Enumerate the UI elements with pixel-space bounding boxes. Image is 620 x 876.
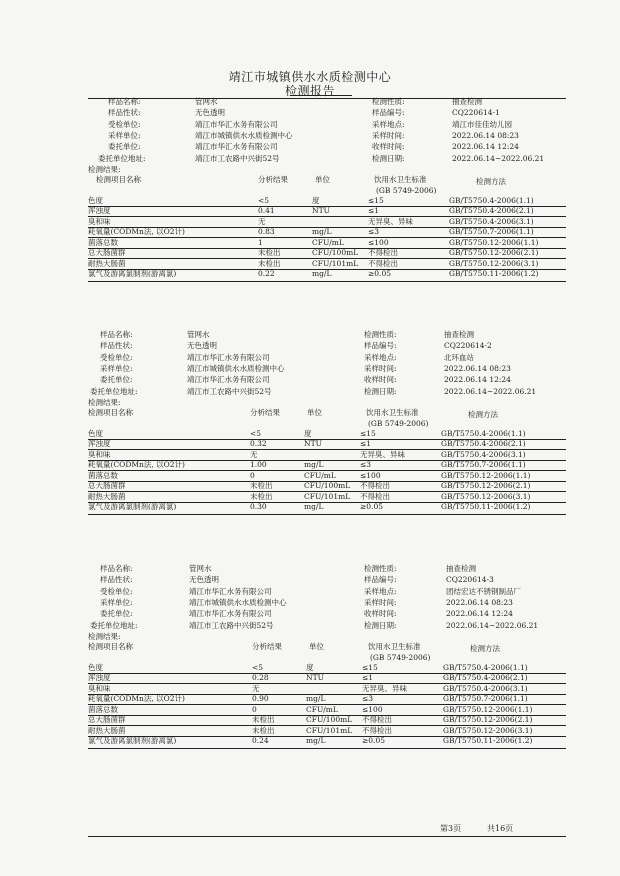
sample-name-label: 样品名称: bbox=[100, 564, 133, 573]
item-result: 未检出 bbox=[258, 258, 281, 268]
col-analysis-header: 分析结果 bbox=[258, 174, 288, 184]
sampling-place-value: 北环血站 bbox=[444, 352, 474, 362]
sampling-unit-value: 靖江市城镇供水水质检测中心 bbox=[187, 363, 285, 373]
item-method: GB/T5750.4-2006(1.1) bbox=[449, 195, 534, 205]
item-standard: ≤1 bbox=[360, 439, 372, 449]
item-unit: mg/L bbox=[304, 502, 324, 512]
item-result: 无 bbox=[250, 449, 258, 459]
item-name: 总大肠菌群 bbox=[88, 248, 126, 258]
table-row-rule bbox=[88, 673, 566, 674]
item-unit: CFU/100mL bbox=[312, 248, 359, 258]
col-analysis-header: 分析结果 bbox=[252, 641, 282, 651]
sampling-place-value: 靖江市佳佳幼儿园 bbox=[452, 119, 512, 129]
item-name: 菌落总数 bbox=[88, 237, 118, 247]
item-result: 0.30 bbox=[250, 502, 267, 512]
col-standard-header: 饮用水卫生标准 bbox=[374, 174, 427, 184]
sample-name-label: 样品名称: bbox=[100, 330, 133, 339]
table-row-rule bbox=[88, 481, 566, 482]
test-date-label: 检测日期: bbox=[364, 386, 397, 396]
item-name: 耗氧量(CODMn法, 以O2计) bbox=[88, 227, 185, 237]
item-result: 未检出 bbox=[252, 725, 275, 735]
section-end-rule bbox=[88, 514, 566, 515]
item-method: GB/T5750.12-2006(1.1) bbox=[449, 237, 539, 247]
sampling-time-value: 2022.06.14 08:23 bbox=[446, 597, 513, 607]
item-name: 浑浊度 bbox=[88, 206, 111, 216]
table-row-rule bbox=[88, 460, 566, 461]
sampling-time-label: 采样时间: bbox=[372, 130, 405, 140]
sample-name-value: 管网水 bbox=[195, 97, 218, 106]
item-result: 0.28 bbox=[252, 673, 269, 683]
test-date-label: 检测日期: bbox=[372, 153, 405, 163]
sampling-time-value: 2022.06.14 08:23 bbox=[452, 130, 519, 140]
item-name: 氯气及游离氯制剂(游离氯) bbox=[88, 736, 177, 746]
item-name: 总大肠菌群 bbox=[88, 715, 126, 725]
sample-nature-value: 无色透明 bbox=[195, 108, 225, 118]
item-standard: 不得检出 bbox=[360, 491, 390, 501]
item-name: 色度 bbox=[88, 428, 103, 438]
item-standard: 不得检出 bbox=[360, 481, 390, 491]
item-result: 0 bbox=[250, 470, 255, 480]
table-row-rule bbox=[88, 470, 566, 471]
test-date-label: 检测日期: bbox=[364, 620, 397, 630]
col-method-header: 检测方法 bbox=[470, 643, 500, 653]
item-result: 未检出 bbox=[258, 248, 281, 258]
item-unit: NTU bbox=[312, 206, 330, 216]
table-row-rule bbox=[88, 206, 566, 207]
client-address-value: 靖江市工农路中兴街52号 bbox=[187, 386, 272, 396]
client-address-label: 委托单位地址: bbox=[90, 386, 138, 396]
item-standard: 不得检出 bbox=[368, 258, 398, 268]
item-name: 菌落总数 bbox=[88, 704, 118, 714]
client-unit-value: 靖江市华汇水务有限公司 bbox=[189, 609, 272, 619]
item-name: 耐热大肠菌 bbox=[88, 258, 126, 268]
client-unit-label: 委托单位: bbox=[100, 609, 133, 619]
col-standard-code: (GB 5749-2006) bbox=[370, 652, 431, 662]
item-result: 1 bbox=[258, 237, 263, 247]
item-method: GB/T5750.12-2006(3.1) bbox=[441, 491, 531, 501]
item-name: 氯气及游离氯制剂(游离氯) bbox=[88, 269, 177, 279]
sampling-time-value: 2022.06.14 08:23 bbox=[444, 363, 511, 373]
test-nature-value: 抽查检测 bbox=[452, 97, 482, 106]
sampling-place-label: 采样地点: bbox=[364, 352, 397, 362]
item-name: 耗氧量(CODMn法, 以O2计) bbox=[88, 460, 185, 470]
sample-no-value: CQ220614-1 bbox=[452, 108, 500, 118]
test-date-value: 2022.06.14~2022.06.21 bbox=[444, 386, 537, 396]
table-row-rule bbox=[88, 216, 566, 217]
item-standard: 不得检出 bbox=[362, 725, 392, 735]
item-name: 臭和味 bbox=[88, 449, 111, 459]
item-standard: ≤100 bbox=[360, 470, 381, 480]
item-name: 氯气及游离氯制剂(游离氯) bbox=[88, 502, 177, 512]
results-label: 检测结果: bbox=[88, 397, 121, 407]
test-nature-value: 抽查检测 bbox=[446, 564, 476, 573]
table-row-rule bbox=[88, 736, 566, 737]
item-result: 0.22 bbox=[258, 269, 275, 279]
item-name: 色度 bbox=[88, 662, 103, 672]
sample-no-label: 样品编号: bbox=[364, 341, 397, 351]
inspected-unit-value: 靖江市华汇水务有限公司 bbox=[187, 352, 270, 362]
item-standard: ≤3 bbox=[362, 694, 374, 704]
table-row-rule bbox=[88, 725, 566, 726]
item-unit: mg/L bbox=[304, 460, 324, 470]
item-standard: ≤15 bbox=[360, 428, 376, 438]
table-row-rule bbox=[88, 715, 566, 716]
item-result: 0 bbox=[252, 704, 257, 714]
item-unit: 度 bbox=[306, 662, 314, 672]
item-result: 0.83 bbox=[258, 227, 275, 237]
client-unit-value: 靖江市华汇水务有限公司 bbox=[195, 142, 278, 152]
client-unit-label: 委托单位: bbox=[100, 375, 133, 385]
table-row-rule bbox=[88, 683, 566, 684]
sample-nature-value: 无色透明 bbox=[187, 341, 217, 351]
item-method: GB/T5750.4-2006(3.1) bbox=[449, 216, 534, 226]
table-row-rule bbox=[88, 491, 566, 492]
table-row-rule bbox=[88, 704, 566, 705]
item-standard: ≤15 bbox=[368, 195, 384, 205]
inspected-unit-label: 受检单位: bbox=[108, 119, 141, 129]
results-label: 检测结果: bbox=[88, 164, 121, 174]
client-address-label: 委托单位地址: bbox=[90, 620, 138, 630]
receive-time-value: 2022.06.14 12:24 bbox=[452, 142, 519, 152]
item-standard: ≤1 bbox=[362, 673, 374, 683]
item-standard: ≥0.05 bbox=[368, 269, 391, 279]
item-standard: ≤3 bbox=[360, 460, 372, 470]
inspected-unit-value: 靖江市华汇水务有限公司 bbox=[189, 586, 272, 596]
sampling-time-label: 采样时间: bbox=[364, 363, 397, 373]
inspected-unit-label: 受检单位: bbox=[100, 586, 133, 596]
test-date-value: 2022.06.14~2022.06.21 bbox=[446, 620, 539, 630]
table-row-rule bbox=[88, 449, 566, 450]
col-standard-header: 饮用水卫生标准 bbox=[368, 641, 421, 651]
item-unit: CFU/101mL bbox=[304, 491, 351, 501]
col-unit-header: 单位 bbox=[315, 174, 330, 184]
inspected-unit-value: 靖江市华汇水务有限公司 bbox=[195, 119, 278, 129]
item-standard: 无异臭、异味 bbox=[360, 449, 405, 459]
col-unit-header: 单位 bbox=[309, 641, 324, 651]
item-unit: CFU/101mL bbox=[312, 258, 359, 268]
item-unit: CFU/mL bbox=[306, 704, 338, 714]
item-name: 菌落总数 bbox=[88, 470, 118, 480]
sample-nature-label: 样品性状: bbox=[108, 108, 141, 118]
client-unit-value: 靖江市华汇水务有限公司 bbox=[187, 375, 270, 385]
item-result: 未检出 bbox=[250, 481, 273, 491]
item-method: GB/T5750.12-2006(2.1) bbox=[443, 715, 533, 725]
item-standard: ≤100 bbox=[362, 704, 383, 714]
item-unit: CFU/101mL bbox=[306, 725, 353, 735]
sampling-unit-value: 靖江市城镇供水水质检测中心 bbox=[195, 130, 293, 140]
item-name: 色度 bbox=[88, 195, 103, 205]
report-title: 靖江市城镇供水水质检测中心 bbox=[228, 70, 392, 84]
item-method: GB/T5750.4-2006(2.1) bbox=[441, 439, 526, 449]
item-unit: NTU bbox=[306, 673, 324, 683]
item-name: 臭和味 bbox=[88, 216, 111, 226]
item-method: GB/T5750.11-2006(1.2) bbox=[443, 736, 533, 746]
item-standard: 不得检出 bbox=[368, 248, 398, 258]
item-result: 无 bbox=[258, 216, 266, 226]
item-result: <5 bbox=[252, 662, 264, 672]
item-name: 浑浊度 bbox=[88, 439, 111, 449]
item-result: 未检出 bbox=[252, 715, 275, 725]
table-row-rule bbox=[88, 227, 566, 228]
sample-no-label: 样品编号: bbox=[364, 575, 397, 585]
item-method: GB/T5750.4-2006(2.1) bbox=[449, 206, 534, 216]
item-name: 耐热大肠菌 bbox=[88, 491, 126, 501]
item-name: 臭和味 bbox=[88, 683, 111, 693]
item-result: <5 bbox=[258, 195, 270, 205]
item-result: 无 bbox=[252, 683, 260, 693]
item-unit: 度 bbox=[312, 195, 320, 205]
item-unit: mg/L bbox=[306, 736, 326, 746]
table-row-rule bbox=[88, 248, 566, 249]
table-row-rule bbox=[88, 258, 566, 259]
receive-time-value: 2022.06.14 12:24 bbox=[444, 375, 511, 385]
col-standard-code: (GB 5749-2006) bbox=[376, 185, 437, 195]
page-current: 第3页 bbox=[440, 824, 462, 833]
item-method: GB/T5750.7-2006(1.1) bbox=[441, 460, 526, 470]
item-unit: CFU/100mL bbox=[306, 715, 353, 725]
item-unit: CFU/mL bbox=[312, 237, 344, 247]
item-method: GB/T5750.11-2006(1.2) bbox=[441, 502, 531, 512]
sample-nature-value: 无色透明 bbox=[189, 575, 219, 585]
item-method: GB/T5750.7-2006(1.1) bbox=[449, 227, 534, 237]
item-method: GB/T5750.4-2006(3.1) bbox=[441, 449, 526, 459]
item-unit: NTU bbox=[304, 439, 322, 449]
item-method: GB/T5750.12-2006(1.1) bbox=[441, 470, 531, 480]
receive-time-value: 2022.06.14 12:24 bbox=[446, 609, 513, 619]
table-row-rule bbox=[88, 269, 566, 270]
item-method: GB/T5750.12-2006(3.1) bbox=[449, 258, 539, 268]
item-unit: CFU/100mL bbox=[304, 481, 351, 491]
col-item-header: 检测项目名称 bbox=[88, 641, 133, 651]
receive-time-label: 收样时间: bbox=[372, 142, 405, 152]
item-standard: ≥0.05 bbox=[360, 502, 383, 512]
item-result: 0.32 bbox=[250, 439, 267, 449]
item-method: GB/T5750.12-2006(3.1) bbox=[443, 725, 533, 735]
client-unit-label: 委托单位: bbox=[108, 142, 141, 152]
col-method-header: 检测方法 bbox=[468, 409, 498, 419]
item-method: GB/T5750.4-2006(1.1) bbox=[441, 428, 526, 438]
col-item-header: 检测项目名称 bbox=[96, 174, 141, 184]
report-subtitle: 检测报告 bbox=[284, 84, 335, 98]
item-method: GB/T5750.12-2006(2.1) bbox=[449, 248, 539, 258]
sampling-unit-label: 采样单位: bbox=[100, 597, 133, 607]
sampling-unit-value: 靖江市城镇供水水质检测中心 bbox=[189, 597, 287, 607]
item-unit: mg/L bbox=[312, 269, 332, 279]
sample-name-value: 管网水 bbox=[187, 330, 210, 339]
item-method: GB/T5750.4-2006(1.1) bbox=[443, 662, 528, 672]
item-standard: ≥0.05 bbox=[362, 736, 385, 746]
item-standard: ≤3 bbox=[368, 227, 380, 237]
item-name: 浑浊度 bbox=[88, 673, 111, 683]
client-address-label: 委托单位地址: bbox=[98, 153, 146, 163]
header-rule bbox=[88, 98, 566, 99]
sample-no-value: CQ220614-3 bbox=[446, 575, 494, 585]
table-row-rule bbox=[88, 502, 566, 503]
item-result: 0.24 bbox=[252, 736, 269, 746]
title-underline bbox=[290, 95, 352, 96]
item-method: GB/T5750.4-2006(2.1) bbox=[443, 673, 528, 683]
item-unit: CFU/mL bbox=[304, 470, 336, 480]
test-nature-label: 检测性质: bbox=[364, 564, 397, 573]
table-row-rule bbox=[88, 237, 566, 238]
col-standard-code: (GB 5749-2006) bbox=[368, 418, 429, 428]
test-date-value: 2022.06.14~2022.06.21 bbox=[452, 153, 545, 163]
col-unit-header: 单位 bbox=[307, 407, 322, 417]
item-result: 0.90 bbox=[252, 694, 269, 704]
item-standard: 无异臭、异味 bbox=[368, 216, 413, 226]
results-label: 检测结果: bbox=[88, 631, 121, 641]
sampling-time-label: 采样时间: bbox=[364, 597, 397, 607]
test-nature-label: 检测性质: bbox=[364, 330, 397, 339]
receive-time-label: 收样时间: bbox=[364, 609, 397, 619]
item-method: GB/T5750.12-2006(1.1) bbox=[443, 704, 533, 714]
table-row-rule bbox=[88, 694, 566, 695]
page-total: 共16页 bbox=[487, 824, 514, 833]
col-method-header: 检测方法 bbox=[476, 176, 506, 186]
col-analysis-header: 分析结果 bbox=[250, 407, 280, 417]
sample-no-label: 样品编号: bbox=[372, 108, 405, 118]
item-unit: mg/L bbox=[306, 694, 326, 704]
sampling-place-label: 采样地点: bbox=[372, 119, 405, 129]
sample-nature-label: 样品性状: bbox=[100, 575, 133, 585]
client-address-value: 靖江市工农路中兴街52号 bbox=[189, 620, 274, 630]
item-name: 耗氧量(CODMn法, 以O2计) bbox=[88, 694, 185, 704]
section-end-rule bbox=[88, 748, 566, 749]
item-standard: ≤100 bbox=[368, 237, 389, 247]
client-address-value: 靖江市工农路中兴街52号 bbox=[195, 153, 280, 163]
col-standard-header: 饮用水卫生标准 bbox=[366, 407, 419, 417]
section-end-rule bbox=[88, 281, 566, 282]
receive-time-label: 收样时间: bbox=[364, 375, 397, 385]
item-unit: 度 bbox=[304, 428, 312, 438]
sample-name-value: 管网水 bbox=[189, 564, 212, 573]
sample-no-value: CQ220614-2 bbox=[444, 341, 492, 351]
sampling-place-label: 采样地点: bbox=[364, 586, 397, 596]
sampling-unit-label: 采样单位: bbox=[108, 130, 141, 140]
item-standard: 不得检出 bbox=[362, 715, 392, 725]
item-standard: 无异臭、异味 bbox=[362, 683, 407, 693]
item-method: GB/T5750.4-2006(3.1) bbox=[443, 683, 528, 693]
item-method: GB/T5750.11-2006(1.2) bbox=[449, 269, 539, 279]
item-method: GB/T5750.7-2006(1.1) bbox=[443, 694, 528, 704]
item-result: 未检出 bbox=[250, 491, 273, 501]
footer-rule bbox=[88, 836, 566, 837]
item-method: GB/T5750.12-2006(2.1) bbox=[441, 481, 531, 491]
item-unit: mg/L bbox=[312, 227, 332, 237]
item-result: 1.00 bbox=[250, 460, 267, 470]
test-nature-value: 抽查检测 bbox=[444, 330, 474, 339]
col-item-header: 检测项目名称 bbox=[88, 407, 133, 417]
sampling-unit-label: 采样单位: bbox=[100, 363, 133, 373]
item-standard: ≤15 bbox=[362, 662, 378, 672]
inspected-unit-label: 受检单位: bbox=[100, 352, 133, 362]
sample-nature-label: 样品性状: bbox=[100, 341, 133, 351]
item-result: <5 bbox=[250, 428, 262, 438]
test-nature-label: 检测性质: bbox=[372, 97, 405, 106]
item-name: 耐热大肠菌 bbox=[88, 725, 126, 735]
sample-name-label: 样品名称: bbox=[108, 97, 141, 106]
item-result: 0.41 bbox=[258, 206, 275, 216]
table-row-rule bbox=[88, 439, 566, 440]
item-standard: ≤1 bbox=[368, 206, 380, 216]
sampling-place-value: 团结宏达不锈钢制品厂 bbox=[446, 586, 521, 596]
item-name: 总大肠菌群 bbox=[88, 481, 126, 491]
